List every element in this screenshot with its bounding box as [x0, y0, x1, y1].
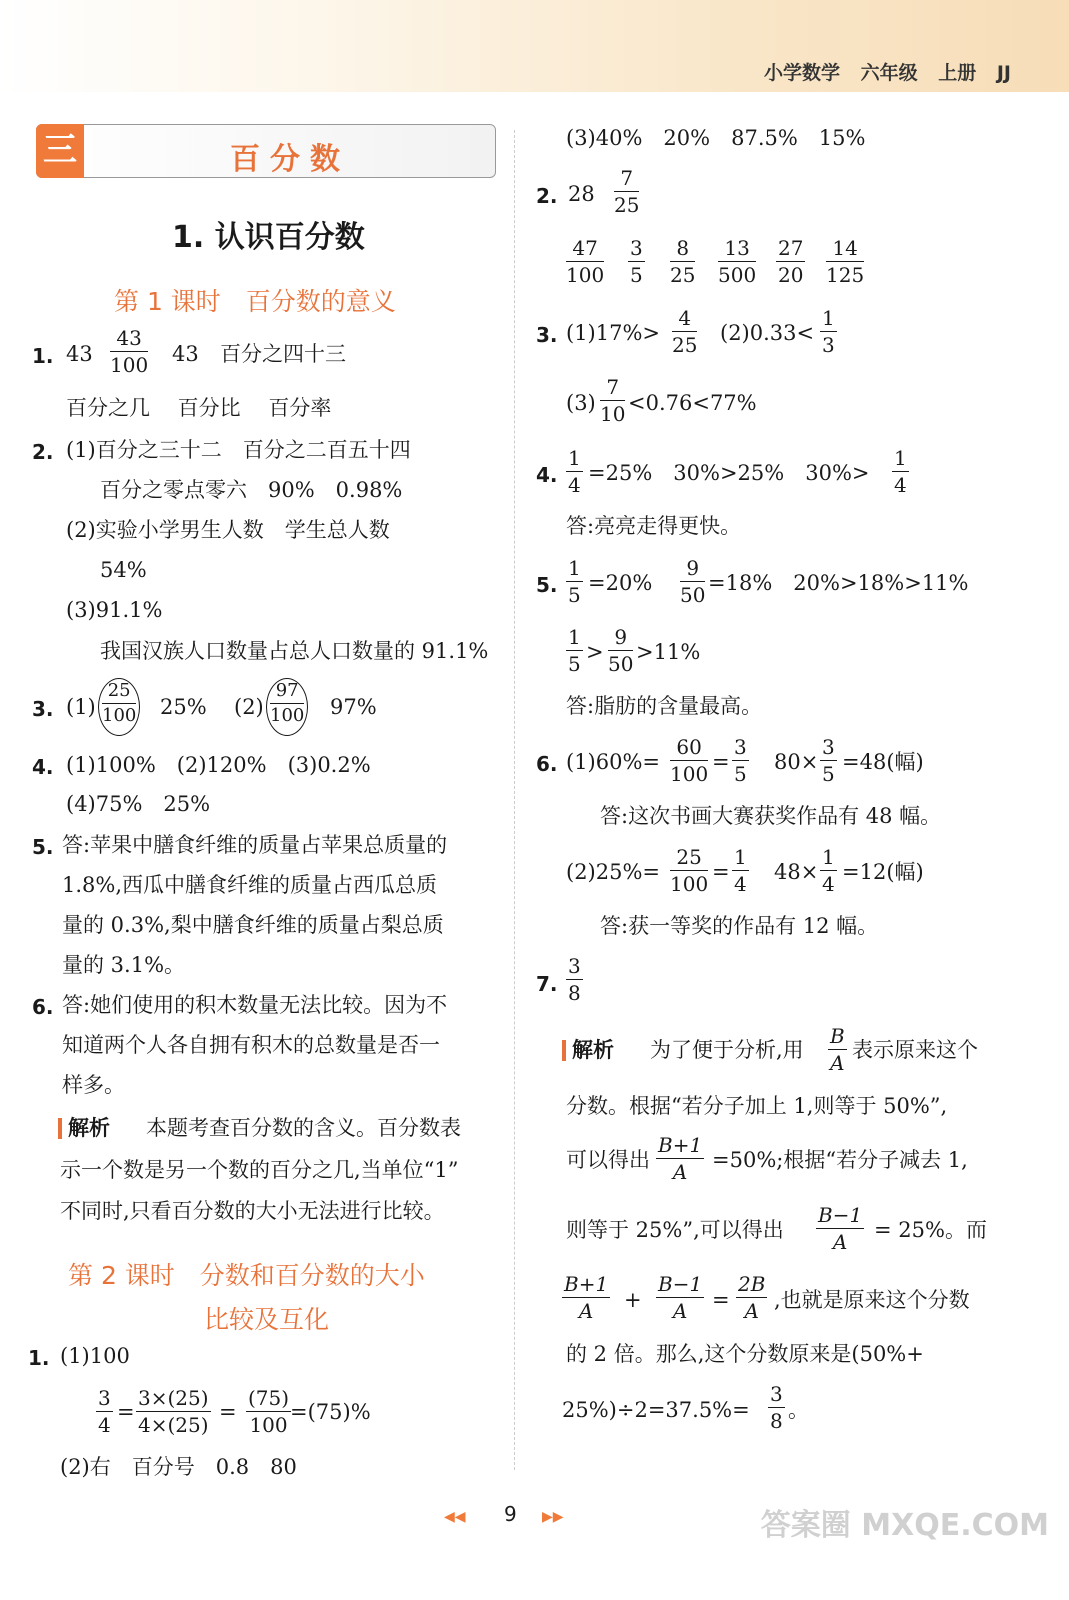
- answer-text: 43: [66, 342, 93, 366]
- denominator: 8: [568, 981, 581, 1005]
- answer-text: (1): [66, 695, 96, 719]
- numerator: 60: [670, 737, 708, 761]
- fraction: [826, 238, 864, 285]
- numerator: 1: [734, 845, 747, 869]
- answer-text: (3)91.1%: [66, 598, 163, 622]
- lesson-1-title: 第 1 课时 百分数的意义: [114, 287, 396, 316]
- question-number: 1.: [32, 344, 54, 368]
- fraction: [820, 308, 837, 355]
- answer-text: 48×: [774, 860, 819, 884]
- numerator: 1: [568, 625, 581, 649]
- answer-text: (3)40% 20% 87.5% 15%: [566, 126, 866, 150]
- denominator: 25: [614, 193, 640, 217]
- fraction: [736, 1274, 767, 1321]
- answer-text: >11%: [636, 640, 701, 664]
- denominator: A: [672, 1160, 688, 1184]
- numerator: B−1: [818, 1203, 863, 1227]
- fraction: [102, 682, 136, 725]
- page-number: 9: [504, 1502, 517, 1526]
- fraction: [672, 308, 697, 355]
- analysis-text: 本题考查百分数的含义。百分数表: [146, 1116, 461, 1140]
- analysis-text: 为了便于分析,用: [650, 1038, 804, 1062]
- answer-text: 28: [568, 182, 595, 206]
- denominator: 100: [566, 263, 605, 287]
- answer-text: 25%: [160, 695, 207, 719]
- fraction: [828, 1026, 847, 1073]
- denominator: 4×(25): [138, 1413, 209, 1437]
- analysis-text: = 25%。而: [874, 1218, 987, 1242]
- answer-text: 百分之四十三: [220, 342, 346, 366]
- numerator: 25: [102, 682, 136, 704]
- fraction: [718, 238, 756, 285]
- denominator: 100: [110, 353, 149, 377]
- numerator: 1: [822, 845, 835, 869]
- answer-text: (1)100% (2)120% (3)0.2%: [66, 753, 371, 777]
- denominator: 5: [734, 762, 747, 786]
- denominator: 4: [734, 872, 747, 896]
- answer-text: (4)75% 25%: [66, 792, 211, 816]
- denominator: A: [672, 1299, 688, 1323]
- analysis-text: 表示原来这个: [852, 1038, 978, 1062]
- answer-text: 答:苹果中膳食纤维的质量占苹果总质量的: [62, 833, 448, 857]
- denominator: 500: [718, 263, 757, 287]
- analysis-text: 示一个数是另一个数的百分之几,当单位“1”: [60, 1158, 459, 1182]
- denominator: 4: [822, 872, 835, 896]
- numerator: 27: [778, 236, 804, 260]
- numerator: 47: [566, 238, 604, 262]
- numerator: 9: [680, 558, 705, 582]
- section-title: 1. 认识百分数: [172, 220, 365, 255]
- analysis-text: 分数。根据“若分子加上 1,则等于 50%”,: [566, 1094, 948, 1118]
- question-number: 2.: [536, 184, 558, 208]
- fraction: [892, 448, 909, 495]
- question-number: 6.: [536, 752, 558, 776]
- denominator: 125: [826, 263, 865, 287]
- answer-text: (2)实验小学男生人数 学生总人数: [66, 518, 390, 542]
- analysis-text: 25%)÷2=37.5%=: [562, 1398, 750, 1422]
- numerator: 8: [670, 238, 695, 262]
- analysis-text: 的 2 倍。那么,这个分数原来是(50%+: [566, 1342, 924, 1366]
- chapter-title: 百分数: [230, 142, 350, 177]
- answer-text: (2)25%=: [566, 860, 661, 884]
- fraction: [614, 168, 639, 215]
- fraction: [776, 238, 805, 285]
- question-number: 3.: [536, 323, 558, 347]
- comparison-sign: >: [586, 640, 604, 664]
- answer-text: (1)百分之三十二 百分之二百五十四: [66, 438, 411, 462]
- analysis-text: ,也就是原来这个分数: [774, 1288, 970, 1312]
- numerator: 1: [822, 306, 835, 330]
- numerator: 3: [98, 1386, 111, 1410]
- answer-text: 答:获一等奖的作品有 12 幅。: [600, 914, 879, 938]
- answer-text: 量的 0.3%,梨中膳食纤维的质量占梨总质: [62, 913, 444, 937]
- denominator: A: [578, 1299, 594, 1323]
- equals-sign: =: [117, 1400, 135, 1424]
- answer-text: =48(幅): [842, 750, 924, 774]
- answer-text: 我国汉族人口数量占总人口数量的 91.1%: [100, 639, 489, 663]
- denominator: 3: [822, 333, 835, 357]
- watermark-logo: 答案圈 MXQE.COM: [760, 1508, 1049, 1543]
- question-number: 4.: [536, 463, 558, 487]
- numerator: 1: [568, 446, 581, 470]
- answer-text: (1)100: [60, 1344, 130, 1368]
- numerator: 25: [670, 847, 708, 871]
- analysis-text: 可以得出: [566, 1148, 650, 1172]
- fraction: [670, 238, 695, 285]
- question-number: 5.: [32, 835, 54, 859]
- fraction: [270, 682, 304, 725]
- answer-text: (2): [234, 695, 264, 719]
- denominator: 4: [568, 473, 581, 497]
- answer-text: 百分之零点零六 90% 0.98%: [100, 478, 403, 502]
- denominator: 8: [770, 1409, 783, 1433]
- fraction: [628, 238, 645, 285]
- numerator: 4: [672, 308, 697, 332]
- numerator: 3×(25): [138, 1386, 209, 1410]
- answer-text: (1)17%>: [566, 321, 661, 345]
- answer-text: (1)60%=: [566, 750, 661, 774]
- analysis-text: 不同时,只看百分数的大小无法进行比较。: [60, 1199, 445, 1223]
- numerator: 14: [826, 238, 864, 262]
- numerator: B: [830, 1024, 845, 1048]
- fraction: [566, 558, 583, 605]
- denominator: A: [744, 1299, 759, 1323]
- denominator: 25: [670, 263, 696, 287]
- denominator: 5: [568, 583, 581, 607]
- answer-text: 80×: [774, 750, 819, 774]
- denominator: 100: [270, 705, 305, 726]
- fraction: [768, 1384, 785, 1431]
- denominator: 5: [822, 762, 835, 786]
- numerator: 1: [894, 446, 907, 470]
- numerator: 3: [734, 735, 747, 759]
- numerator: 97: [270, 682, 304, 704]
- denominator: 50: [680, 583, 706, 607]
- answer-text: =20%: [588, 571, 653, 595]
- plus-sign: +: [624, 1288, 642, 1312]
- numerator: 3: [770, 1382, 783, 1406]
- numerator: 3: [568, 954, 581, 978]
- numerator: 7: [614, 168, 639, 192]
- answer-text: 量的 3.1%。: [62, 953, 186, 977]
- fraction: [600, 377, 625, 424]
- analysis-label: 解析: [562, 1040, 614, 1061]
- answer-text: =18% 20%>18%>11%: [708, 571, 969, 595]
- fraction: [246, 1388, 291, 1435]
- numerator: B−1: [658, 1272, 703, 1296]
- fraction: [656, 1135, 704, 1182]
- denominator: A: [830, 1051, 845, 1075]
- chapter-number-badge: 三: [36, 124, 84, 178]
- denominator: 4: [98, 1413, 111, 1437]
- numerator: 43: [110, 328, 148, 352]
- equals-sign: =: [712, 860, 730, 884]
- question-number: 1.: [28, 1346, 50, 1370]
- denominator: 5: [630, 263, 643, 287]
- fraction: [656, 1274, 704, 1321]
- numerator: B+1: [564, 1272, 609, 1296]
- numerator: B+1: [658, 1133, 703, 1157]
- denominator: 4: [894, 473, 907, 497]
- fraction: [566, 956, 583, 1003]
- answer-text: 答:她们使用的积木数量无法比较。因为不: [62, 993, 448, 1017]
- fraction: [820, 737, 837, 784]
- analysis-label: 解析: [58, 1118, 110, 1139]
- answer-text: =25% 30%>25% 30%>: [588, 461, 870, 485]
- numerator: 9: [608, 627, 633, 651]
- denominator: 5: [568, 652, 581, 676]
- question-number: 5.: [536, 573, 558, 597]
- answer-text: 答:亮亮走得更快。: [566, 514, 742, 538]
- denominator: 100: [670, 762, 709, 786]
- numerator: 3: [822, 735, 835, 759]
- numerator: 7: [600, 377, 625, 401]
- equals-sign: =: [219, 1400, 237, 1424]
- fraction: [136, 1388, 211, 1435]
- fraction: [96, 1388, 113, 1435]
- equals-sign: =: [712, 1288, 730, 1312]
- fraction: [110, 328, 148, 375]
- lesson-2-title-cont: 比较及互化: [204, 1305, 330, 1334]
- analysis-text: 则等于 25%”,可以得出: [566, 1218, 784, 1242]
- question-number: 7.: [536, 972, 558, 996]
- numerator: 1: [568, 556, 581, 580]
- denominator: 10: [600, 402, 626, 426]
- fraction: [732, 737, 749, 784]
- question-number: 2.: [32, 440, 54, 464]
- answer-text: 97%: [330, 695, 377, 719]
- page-header-band: [0, 0, 1069, 92]
- fraction: [566, 627, 583, 674]
- next-arrow-icon: ▶▶: [542, 1509, 564, 1525]
- subject-label: 小学数学 六年级 上册 JJ: [764, 62, 1011, 84]
- denominator: 100: [102, 705, 137, 726]
- answer-text: 知道两个人各自拥有积木的总数量是否一: [62, 1033, 440, 1057]
- analysis-text: 。: [788, 1398, 809, 1422]
- fraction: [670, 737, 708, 784]
- numerator: 3: [630, 236, 643, 260]
- numerator: 13: [718, 238, 756, 262]
- fraction: [732, 847, 749, 894]
- question-number: 6.: [32, 995, 54, 1019]
- question-number: 4.: [32, 755, 54, 779]
- answer-text: 百分之几 百分比 百分率: [66, 396, 332, 420]
- numerator: 2B: [738, 1272, 766, 1296]
- answer-text: 1.8%,西瓜中膳食纤维的质量占西瓜总质: [62, 873, 438, 897]
- denominator: 50: [608, 652, 634, 676]
- fraction: [680, 558, 705, 605]
- denominator: 100: [670, 872, 709, 896]
- lesson-2-title: 第 2 课时 分数和百分数的大小: [68, 1261, 425, 1290]
- answer-text: =(75)%: [290, 1400, 371, 1424]
- answer-text: (3): [566, 391, 596, 415]
- answer-text: 样多。: [62, 1073, 125, 1097]
- numerator: (75): [248, 1386, 290, 1410]
- fraction: [566, 238, 604, 285]
- prev-arrow-icon: ◀◀: [444, 1509, 466, 1525]
- denominator: 100: [249, 1413, 288, 1437]
- fraction: [816, 1205, 864, 1252]
- answer-text: 43: [172, 342, 199, 366]
- fraction: [562, 1274, 610, 1321]
- answer-text: 答:脂肪的含量最高。: [566, 694, 763, 718]
- question-number: 3.: [32, 697, 54, 721]
- fraction: [820, 847, 837, 894]
- answer-text: <0.76<77%: [628, 391, 757, 415]
- answer-text: 54%: [100, 558, 147, 582]
- fraction: [670, 847, 708, 894]
- fraction: [566, 448, 583, 495]
- answer-text: (2)右 百分号 0.8 80: [60, 1455, 297, 1479]
- denominator: 20: [778, 263, 804, 287]
- fraction: [608, 627, 633, 674]
- answer-text: (2)0.33<: [720, 321, 815, 345]
- column-divider: [514, 130, 515, 1470]
- answer-text: 答:这次书画大赛获奖作品有 48 幅。: [600, 804, 942, 828]
- denominator: A: [832, 1230, 848, 1254]
- answer-text: =12(幅): [842, 860, 924, 884]
- analysis-text: =50%;根据“若分子减去 1,: [712, 1148, 968, 1172]
- equals-sign: =: [712, 750, 730, 774]
- denominator: 25: [672, 333, 698, 357]
